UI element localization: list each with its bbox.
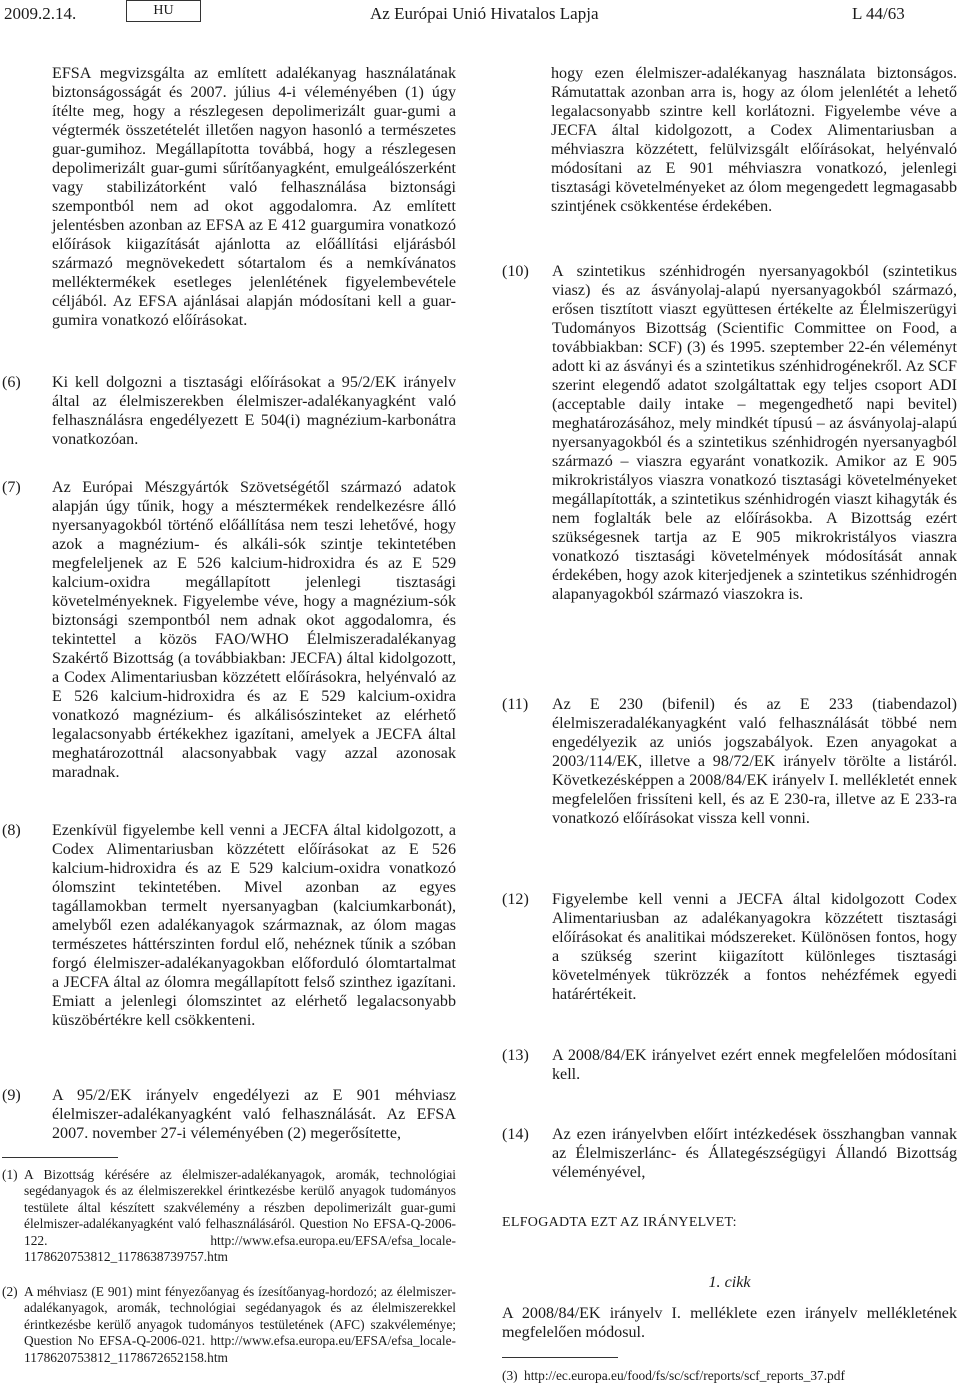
- recital-text: A 2008/84/EK irányelvet ezért ennek megfelelően módosítani kell.: [552, 1047, 957, 1083]
- recital-number: (8): [2, 822, 21, 839]
- page-header: [0, 0, 960, 40]
- recital-14: [502, 1125, 957, 1185]
- language-badge: [126, 0, 201, 22]
- recital-text: Ezenkívül figyelembe kell venni a JECFA által kidolgozott, a Codex Alimentariusban közzétett előírásokat az E 526 kalcium-hidroxidra és az E 529 kalcium-oxidra vonatkozó ólomszint tekintetében. Mivel azonban az egyes tagállamokban termelt nyersanyagban (kalciumkarbonát), amelyből ezen adalékanyagok származnak, az ólom magas természetes háttérszinten fordul elő, nehéznek tűnik a szóban forgó élelmiszer-adalékanyagokban előforduló ólomtartalmat a JECFA által az ólomra megállapított felső szinthez igazítani. Emiatt a jelenlegi ólomszintet az elérhető legalacsonyabb küszöbértékre kell csökkenteni.: [52, 822, 456, 1029]
- footnote-text: http://ec.europa.eu/food/fs/sc/scf/reports/scf_reports_37.pdf: [524, 1368, 845, 1383]
- recital-text: Ki kell dolgozni a tisztasági előírásokat a 95/2/EK irányelv által az élelmiszerekben élelmiszer-adalékanyagként való felhasználásra engedélyezett E 504(i) magnézium-karbonátra vonatkozóan.: [52, 374, 456, 448]
- recital-13: [502, 1046, 957, 1091]
- language-code: HU: [153, 3, 174, 18]
- recital-text: Az Európai Mészgyártók Szövetségétől származó adatok alapján úgy tűnik, hogy a mésztermékek rendelkezésre álló nyersanyagokból történő előállítása nem teszi lehetővé, hogy azok a magnézium- és alkáli-sók szintje tekintetében megfeleljenek az E 526 kalcium-hidroxidra és az E 529 kalcium-oxidra megállapított jelenlegi tisztasági követelményeknek. Figyelembe véve, hogy a magnézium-sók biztonsági szempontból nem adnak okot aggodalomra, és tekintettel a közös FAO/WHO Élelmiszeradalékanyag Szakértő Bizottság (a továbbiakban: JECFA) által kidolgozott, a Codex Alimentariusban közzétett előírásokra, helyénvaló az E 526 kalcium-hidroxidra és az E 529 kalcium-oxidra vonatkozó magnézium- és alkálisószinteket az elérhető legalacsonyabb értékekhez igazítani, amelyek a JECFA által meghatározottnál alacsonyabbak vagy azzal azonosak maradnak.: [52, 479, 456, 781]
- header-date: 2009.2.14.: [4, 4, 77, 23]
- recital-11: [502, 695, 957, 825]
- recital-7: [2, 478, 456, 781]
- recital-9: [2, 1086, 456, 1146]
- adopted-heading: ELFOGADTA EZT AZ IRÁNYELVET:: [502, 1215, 737, 1230]
- left-intro-paragraph: [52, 64, 456, 330]
- footnote-number: (1): [2, 1167, 18, 1182]
- recital-number: (9): [2, 1087, 21, 1104]
- article-text: A 2008/84/EK irányelv I. melléklete ezen irányelv mellékletének megfelelően módosul.: [502, 1305, 957, 1341]
- recital-12: [502, 890, 957, 1003]
- recital-number: (12): [502, 891, 529, 908]
- footnote-3: [502, 1368, 957, 1388]
- recital-8: [2, 821, 456, 1061]
- right-continuation-paragraph: [551, 64, 957, 216]
- article-title: 1. cikk: [708, 1274, 751, 1291]
- footnote-text: A méhviasz (E 901) mint fényezőanyag és ízesítőanyag-hordozó; az élelmiszer-adalékanyagok, aromák, technológiai segédanyagok és az élelmiszerekkel érintkezésbe kerülő anyagok tudományos testületének (AFC) szakvéleménye; Question No EFSA-Q-2006-021. http://www.efsa.europa.eu/EFSA/efsa_locale-1178620753812_1178672652158.htm: [24, 1284, 456, 1365]
- recital-number: (10): [502, 263, 529, 280]
- recital-number: (6): [2, 374, 21, 391]
- page-number: L 44/63: [852, 4, 905, 23]
- footnote-number: (2): [2, 1284, 18, 1299]
- recital-6: [2, 373, 456, 453]
- recital-10: [502, 262, 957, 662]
- recital-number: (14): [502, 1126, 529, 1143]
- continuation-text: hogy ezen élelmiszer-adalékanyag használata biztonságos. Rámutattak azonban arra is, hogy az ólom jelenlétét a lehető legalacsonyabb szintre kell korlátozni. Figyelembe véve a JECFA által kidolgozott, a Codex Alimentariusban a méhviaszra közzétett, felülvizsgált előírásokat, helyénvaló módosítani az E 901 méhviaszra vonatkozó, jelenlegi tisztasági követelményeket az ólom megengedett legmagasabb szintjének csökkentése érdekében.: [551, 65, 957, 215]
- intro-text: EFSA megvizsgálta az említett adalékanyag használatának biztonságosságát és 2007. július 4-i véleményében (1) úgy ítélte meg, hogy a részlegesen depolimerizált guar-gumi a végtermék összetételét illetően nagyon hasonló a természetes guar-gumihoz. Megállapította továbbá, hogy a részlegesen depolimerizált guar-gumi sűrítőanyagként, emulgeálószerként vagy stabilizátorként való felhasználása biztonsági szempontból nem ad okot aggodalomra. Az említett jelentésben azonban az EFSA az E 412 guargumira vonatkozó előírások kiigazítását ajánlotta az előállítási eljárásból származó megnövekedett sótartalom és a nemkívánatos melléktermékek esetleges jelenlétének figyelembevétele céljából. Az EFSA ajánlásai alapján módosítani kell a guar-gumira vonatkozó előírásokat.: [52, 65, 456, 329]
- footnote-divider-left: [2, 1157, 118, 1158]
- footnote-number: (3): [502, 1368, 518, 1383]
- footnote-2: [2, 1284, 456, 1389]
- recital-text: A 95/2/EK irányelv engedélyezi az E 901 méhviasz élelmiszer-adalékanyagként való felhasználását. Az EFSA 2007. november 27-i véleményében (2) megerősítette,: [52, 1087, 456, 1142]
- journal-title: Az Európai Unió Hivatalos Lapja: [370, 4, 599, 23]
- recital-text: Az ezen irányelvben előírt intézkedések összhangban vannak az Élelmiszerlánc- és Állategészségügyi Állandó Bizottság véleményével,: [552, 1126, 957, 1181]
- recital-text: Figyelembe kell venni a JECFA által kidolgozott Codex Alimentariusban az adalékanyagokra közzétett tisztasági előírásokat és analitikai módszereket. Különösen fontos, hogy a szükség szerint kiigazított különleges tisztasági követelmények tükrözzék a fontos nehézfémek egyedi határértékeit.: [552, 891, 957, 1003]
- recital-text: Az E 230 (bifenil) és az E 233 (tiabendazol) élelmiszeradalékanyagként való felhasználását többé nem engedélyezik az uniós jogszabályok. Ezen anyagokat a 2003/114/EK, illetve a 98/72/EK irányelv törölte a listáról. Következésképpen a 2008/84/EK irányelv I. mellékletét ennek megfelelően frissíteni kell, és az E 230-ra, illetve az E 233-ra vonatkozó előírásokat vissza kell vonni.: [552, 696, 957, 827]
- footnote-1: [2, 1167, 456, 1279]
- recital-number: (11): [502, 696, 529, 713]
- recital-number: (7): [2, 479, 21, 496]
- footnote-text: A Bizottság kérésére az élelmiszer-adalékanyagok, aromák, technológiai segédanyagok és az élelmiszerekkel érintkezésbe kerülő anyagok tudományos testülete által készített szakvélemény a részben depolimerizált guar-gumi élelmiszer-adalékanyagként való felhasználásáról. Question No EFSA-Q-2006-122. http://www.efsa.europa.eu/EFSA/efsa_locale-1178620753812_1178638739757.htm: [24, 1167, 456, 1265]
- recital-text: A szintetikus szénhidrogén nyersanyagokból (szintetikus viasz) és az ásványolaj-alapú nyersanyagokból származó, erősen tisztított viaszt együttesen értékelte az Élelmiszerügyi Tudományos Bizottság (Scientific Committee on Food, a továbbiakban: SCF) (3) és 1995. szeptember 22-én véleményt adott ki az ásványi és a szintetikus szénhidrogénekről. Az SCF szerint elegendő adatot szolgáltattak egy teljes csoport ADI (acceptable daily intake – megengedhető napi bevitel) meghatározásához, mely mindkét típusú – az ásványolaj-alapú nyersanyagokból és a szintetikus szénhidrogén nyersanyagból származó – viaszra egyaránt vonatkozik. Amikor az E 905 mikrokristályos viaszra vonatkozó tisztasági követelményeket megállapították, a szintetikus szénhidrogén viaszt kihagyták és nem foglalták bele az előírásokba. A Bizottság ezért szükségesnek tartja az E 905 mikrokristályos viaszra vonatkozó tisztasági követelmények módosítását annak érdekében, hogy azok kiterjedjenek a szintetikus szénhidrogén alapanyagokból származó viaszokra is.: [552, 263, 957, 603]
- recital-number: (13): [502, 1047, 529, 1064]
- footnote-divider-right: [502, 1357, 618, 1358]
